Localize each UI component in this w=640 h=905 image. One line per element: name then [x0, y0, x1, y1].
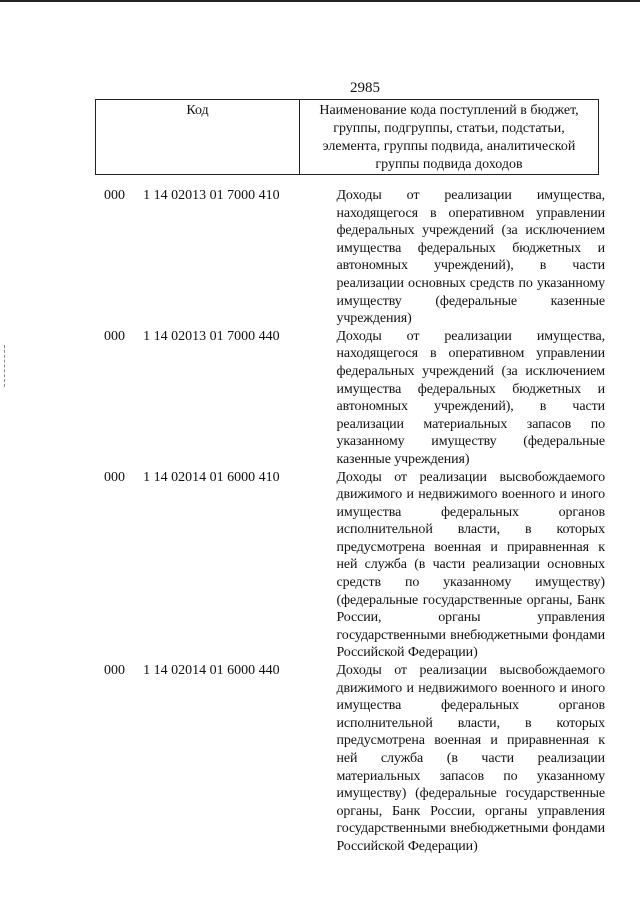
- scan-edge-line: [0, 0, 640, 2]
- budget-code: 1 14 02013 01 7000 440: [143, 328, 280, 344]
- code-description: Доходы от реализации высвобождаемого движимого и недвижимого военного и иного имущества федеральных органов исполнительной власти, в которых предусмотрена военная и приравненная к ней служба (в части реализации материальных запасов по указанному имуществу) (федеральные государственные органы, Банк России, органы управления государственными внебюджетными фондами Российской Федерации): [336, 663, 605, 854]
- admin-code: 000: [104, 663, 125, 679]
- code-description: Доходы от реализации имущества, находящегося в оперативном управлении федеральных учреждений (за исключением имущества федеральных бюджетных и автономных учреждений), в части реализации материальных запасов по указанному имуществу (федеральные казенные учреждения): [336, 328, 605, 467]
- table-row: [95, 662, 605, 856]
- code-description: Доходы от реализации имущества, находящегося в оперативном управлении федеральных учреждений (за исключением имущества федеральных бюджетных и автономных учреждений), в части реализации основных средств по указанному имуществу (федеральные казенные учреждения): [336, 188, 605, 327]
- page-number: 2985: [350, 80, 380, 96]
- header-code-cell: Код: [96, 100, 300, 175]
- budget-code: 1 14 02014 01 6000 410: [143, 469, 280, 485]
- table-header: [95, 99, 599, 175]
- header-name-cell: Наименование кода поступлений в бюджет, группы, подгруппы, статьи, подстатьи, элемента, группы подвида, аналитической группы подвида доходов: [300, 100, 599, 175]
- table-row: [95, 187, 605, 328]
- table-row: [95, 469, 605, 663]
- admin-code: 000: [104, 328, 125, 344]
- budget-code: 1 14 02014 01 6000 440: [143, 663, 280, 679]
- income-codes-list: [95, 187, 605, 856]
- code-description: Доходы от реализации высвобождаемого движимого и недвижимого военного и иного имущества федеральных органов исполнительной власти, в которых предусмотрена военная и приравненная к ней служба (в части реализации основных средств по указанному имуществу) (федеральные государственные органы, Банк России, органы управления государственными внебюджетными фондами Российской Федерации): [336, 469, 605, 661]
- admin-code: 000: [104, 469, 125, 485]
- budget-code: 1 14 02013 01 7000 410: [143, 188, 280, 203]
- admin-code: 000: [104, 188, 125, 203]
- scan-margin-mark: [4, 345, 6, 387]
- table-row: [95, 328, 605, 469]
